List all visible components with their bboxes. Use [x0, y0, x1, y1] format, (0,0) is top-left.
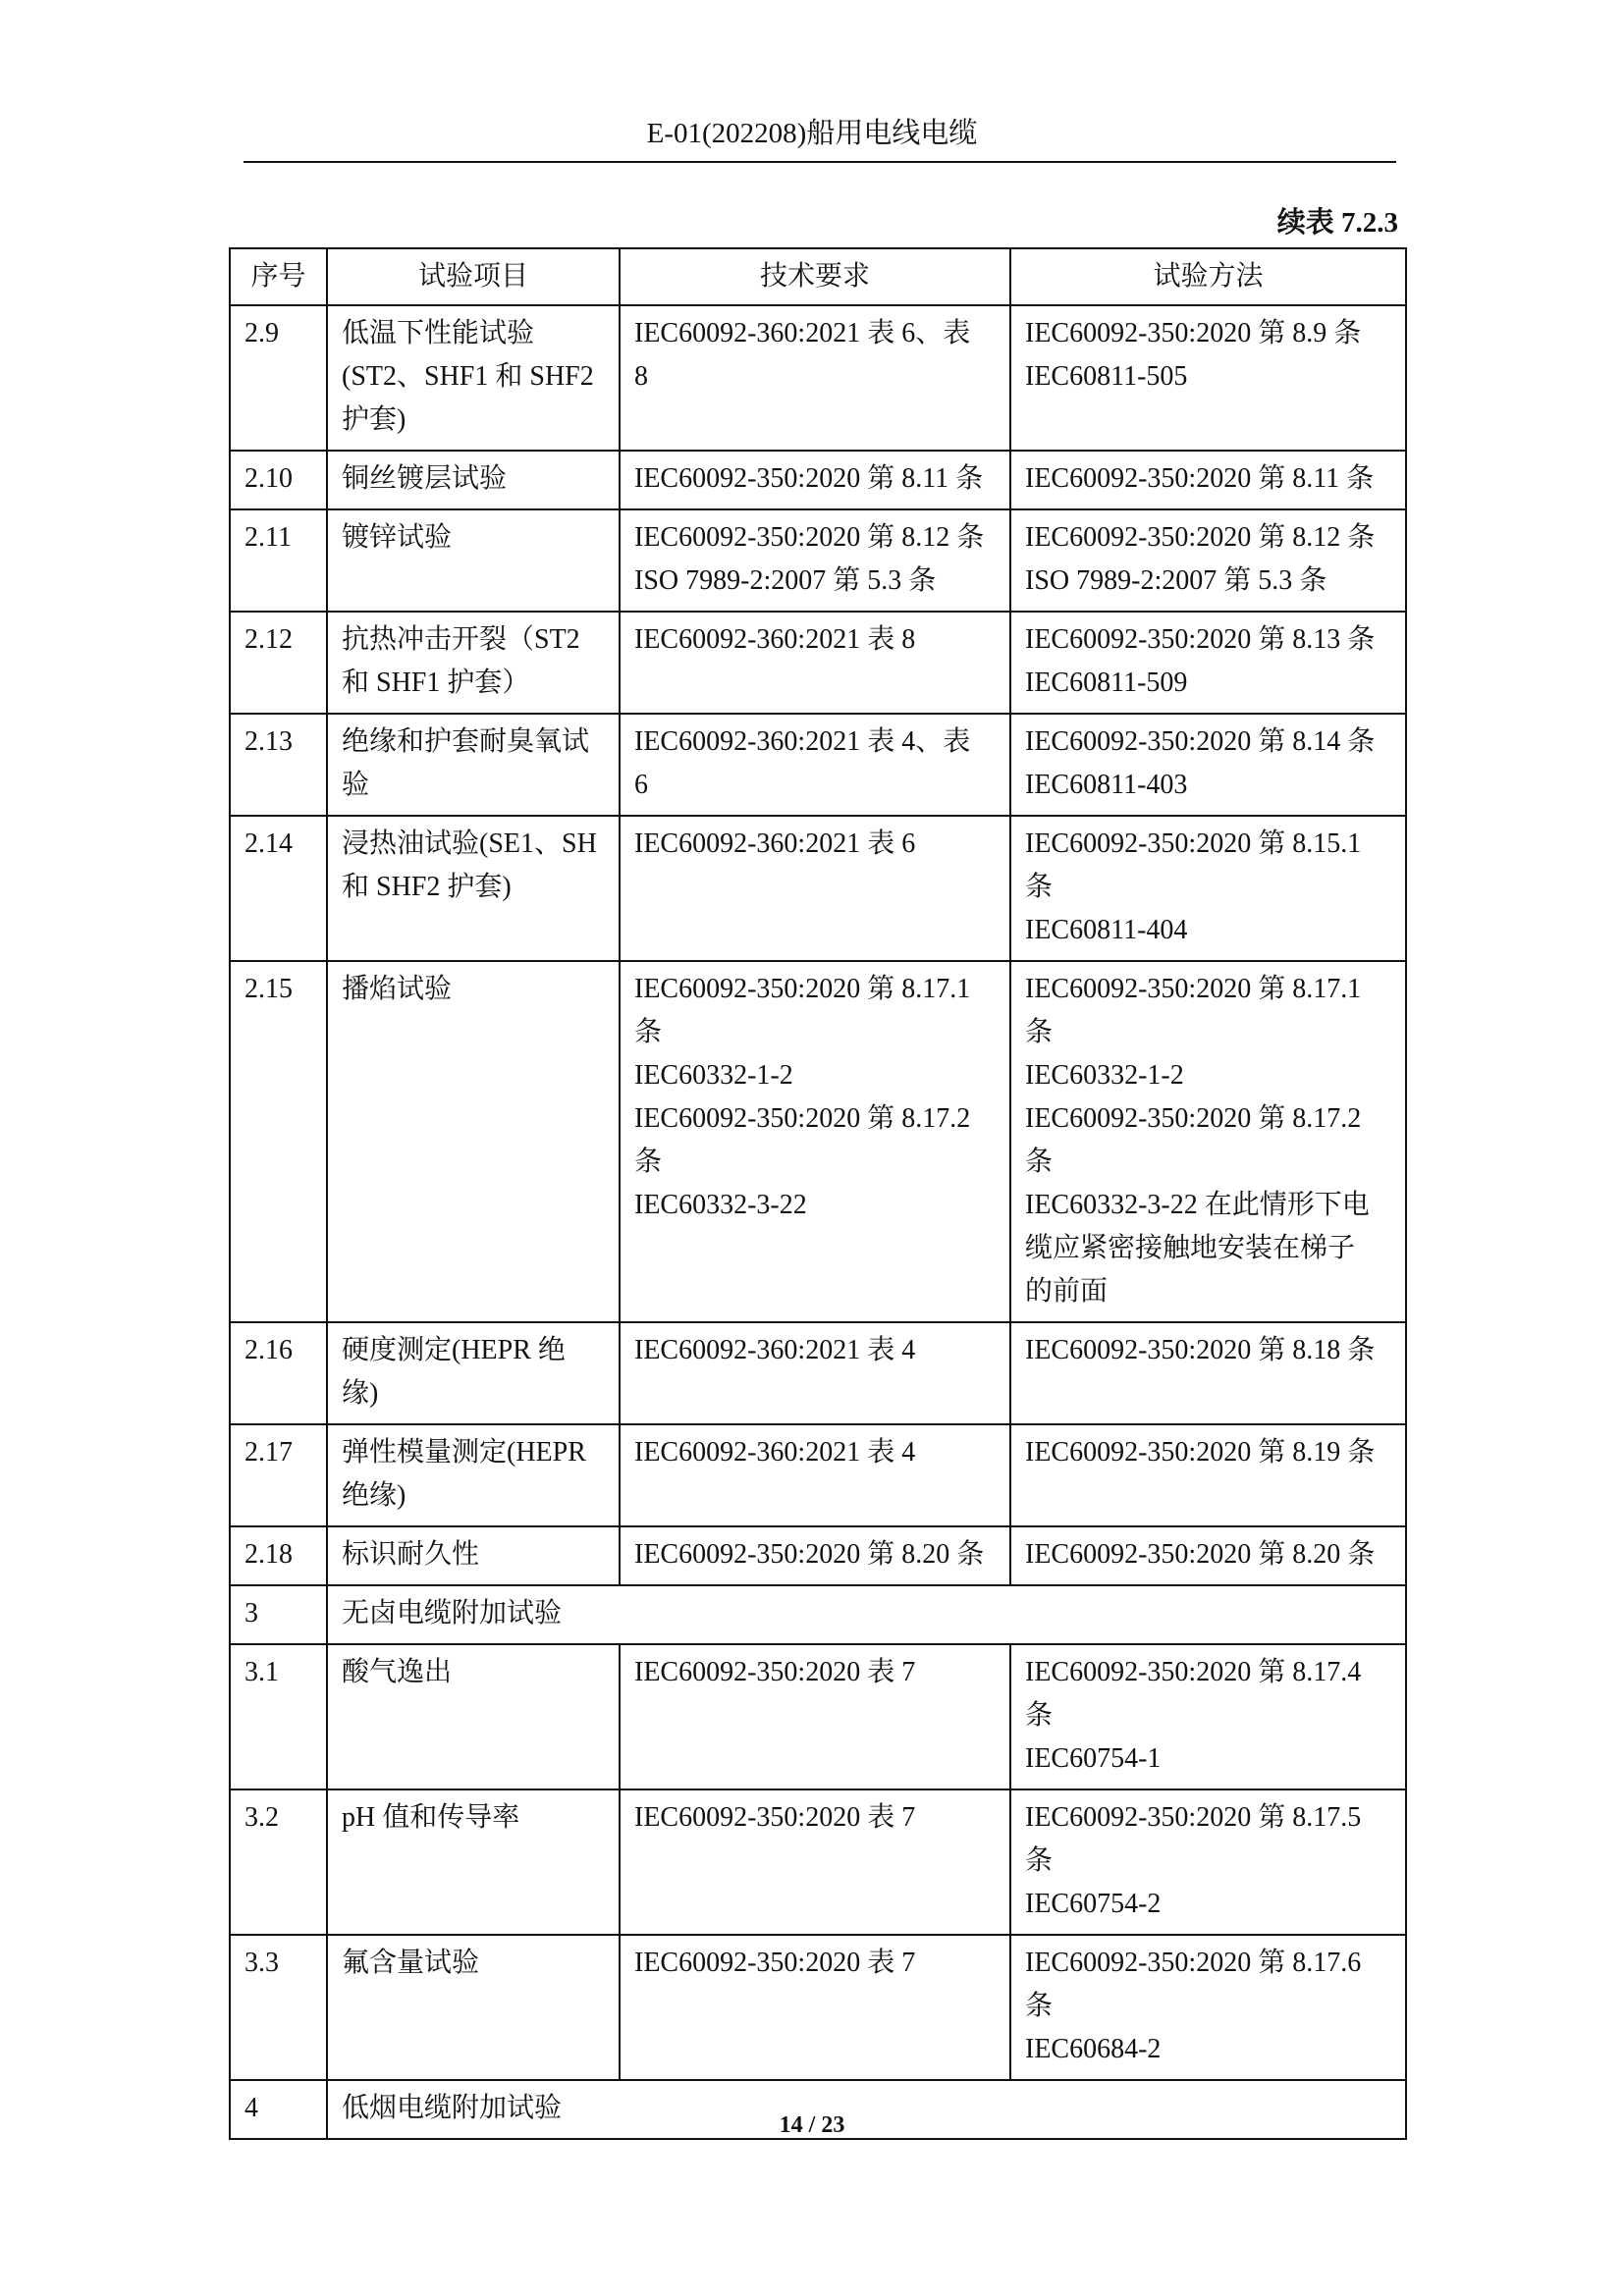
cell-method-line: IEC60811-505 [1025, 361, 1188, 392]
column-header-method: 试验方法 [1010, 248, 1406, 305]
cell-method-line: IEC60092-350:2020 第 8.17.5 [1025, 1802, 1362, 1833]
cell-method [1010, 451, 1406, 509]
cell-requirement-line: 条 [634, 1017, 663, 1047]
cell-requirement-line: IEC60092-360:2021 表 4 [634, 1437, 916, 1468]
cell-requirement [620, 509, 1010, 612]
cell-item [327, 1644, 620, 1789]
cell-no: 2.12 [230, 612, 327, 714]
table-caption: 续表 7.2.3 [1276, 207, 1398, 239]
cell-requirement-line: IEC60092-350:2020 表 7 [634, 1802, 916, 1833]
cell-method-line: IEC60092-350:2020 第 8.17.6 [1025, 1948, 1362, 1978]
cell-item-line: pH 值和传导率 [342, 1802, 520, 1833]
cell-requirement [620, 1424, 1010, 1526]
cell-item [327, 1424, 620, 1526]
cell-item-line: 低温下性能试验 [342, 318, 535, 348]
table-row [230, 305, 1406, 451]
cell-requirement-line: IEC60332-1-2 [634, 1060, 793, 1091]
cell-requirement-line: IEC60092-360:2021 表 4 [634, 1335, 916, 1365]
page-number: 14 / 23 [779, 2112, 845, 2138]
column-header-requirement: 技术要求 [620, 248, 1010, 305]
cell-item-line: 护套) [342, 404, 406, 435]
cell-method [1010, 816, 1406, 961]
cell-method-line: 条 [1025, 1991, 1054, 2021]
cell-requirement [620, 612, 1010, 714]
cell-item-line: 验 [342, 770, 370, 800]
table-row [230, 1322, 1406, 1424]
cell-requirement-line: IEC60092-360:2021 表 6 [634, 828, 916, 859]
cell-method-line: IEC60092-350:2020 第 8.19 条 [1025, 1437, 1376, 1468]
table-header-row [230, 248, 1406, 305]
cell-method-line: IEC60811-404 [1025, 915, 1188, 945]
cell-requirement [620, 1322, 1010, 1424]
cell-method-line: IEC60754-2 [1025, 1889, 1162, 1919]
cell-method [1010, 1789, 1406, 1935]
cell-requirement [620, 1789, 1010, 1935]
cell-item-line: 和 SHF2 护套) [342, 872, 512, 902]
cell-item-line: 硬度测定(HEPR 绝 [342, 1335, 566, 1365]
table-row [230, 612, 1406, 714]
cell-no: 2.16 [230, 1322, 327, 1424]
table-row [230, 451, 1406, 509]
cell-item [327, 816, 620, 961]
cell-requirement-line: 6 [634, 770, 648, 800]
cell-item-line: 和 SHF1 护套） [342, 667, 530, 698]
cell-requirement-line: IEC60092-350:2020 第 8.11 条 [634, 463, 984, 494]
cell-item [327, 1526, 620, 1585]
table-row [230, 1526, 1406, 1585]
cell-requirement [620, 1644, 1010, 1789]
cell-method [1010, 612, 1406, 714]
cell-item [327, 305, 620, 451]
cell-method-line: 条 [1025, 1845, 1054, 1876]
cell-requirement-line: IEC60092-350:2020 第 8.20 条 [634, 1539, 985, 1570]
cell-item-line: 镀锌试验 [342, 522, 453, 553]
cell-requirement-line: IEC60092-350:2020 表 7 [634, 1948, 916, 1978]
cell-method [1010, 961, 1406, 1322]
cell-item [327, 714, 620, 816]
section-title: 无卤电缆附加试验 [327, 1585, 1406, 1644]
cell-item-line: 绝缘) [342, 1480, 406, 1511]
cell-method [1010, 1424, 1406, 1526]
table-row [230, 961, 1406, 1322]
cell-item [327, 1789, 620, 1935]
cell-method-line: 条 [1025, 1147, 1054, 1177]
section-row [230, 1585, 1406, 1644]
cell-method [1010, 305, 1406, 451]
cell-method-line: IEC60092-350:2020 第 8.12 条 [1025, 522, 1376, 553]
cell-method-line: IEC60092-350:2020 第 8.20 条 [1025, 1539, 1376, 1570]
cell-no: 2.10 [230, 451, 327, 509]
cell-no: 2.17 [230, 1424, 327, 1526]
table-row [230, 1789, 1406, 1935]
cell-method-line: IEC60332-1-2 [1025, 1060, 1184, 1091]
table-row [230, 509, 1406, 612]
cell-item [327, 509, 620, 612]
cell-no: 3.2 [230, 1789, 327, 1935]
cell-requirement-line: 条 [634, 1147, 663, 1177]
cell-requirement-line: IEC60092-350:2020 第 8.17.1 [634, 974, 971, 1004]
table-row [230, 1644, 1406, 1789]
cell-requirement-line: IEC60092-350:2020 表 7 [634, 1657, 916, 1687]
cell-requirement-line: IEC60092-360:2021 表 8 [634, 624, 916, 655]
cell-item-line: 绝缘和护套耐臭氧试 [342, 726, 590, 757]
cell-requirement [620, 714, 1010, 816]
cell-requirement-line: IEC60332-3-22 [634, 1190, 807, 1220]
cell-requirement-line: IEC60092-360:2021 表 6、表 [634, 318, 971, 348]
cell-no: 4 [230, 2080, 327, 2139]
cell-item-line: (ST2、SHF1 和 SHF2 [342, 361, 594, 392]
cell-item [327, 1935, 620, 2080]
table-row [230, 1424, 1406, 1526]
cell-requirement-line: IEC60092-360:2021 表 4、表 [634, 726, 971, 757]
cell-method-line: IEC60811-509 [1025, 667, 1188, 698]
cell-method-line: IEC60811-403 [1025, 770, 1188, 800]
cell-method-line: IEC60092-350:2020 第 8.15.1 [1025, 828, 1362, 859]
cell-requirement [620, 451, 1010, 509]
cell-item-line: 标识耐久性 [342, 1539, 480, 1570]
cell-item-line: 浸热油试验(SE1、SH [342, 828, 597, 859]
cell-method [1010, 1322, 1406, 1424]
cell-requirement [620, 961, 1010, 1322]
cell-item [327, 612, 620, 714]
document-header-title: E-01(202208)船用电线电缆 [646, 118, 978, 149]
cell-requirement-line: ISO 7989-2:2007 第 5.3 条 [634, 565, 937, 596]
cell-method-line: IEC60092-350:2020 第 8.11 条 [1025, 463, 1375, 494]
cell-method-line: IEC60092-350:2020 第 8.17.1 [1025, 974, 1362, 1004]
cell-method [1010, 1935, 1406, 2080]
header-divider [244, 161, 1396, 163]
cell-method [1010, 714, 1406, 816]
cell-item [327, 451, 620, 509]
test-items-table [229, 247, 1407, 2140]
cell-method-line: IEC60684-2 [1025, 2034, 1162, 2064]
cell-no: 2.18 [230, 1526, 327, 1585]
cell-method-line: IEC60092-350:2020 第 8.17.4 [1025, 1657, 1362, 1687]
column-header-no: 序号 [230, 248, 327, 305]
cell-method-line: IEC60092-350:2020 第 8.18 条 [1025, 1335, 1376, 1365]
cell-item-line: 抗热冲击开裂（ST2 [342, 624, 580, 655]
cell-item-line: 氟含量试验 [342, 1948, 480, 1978]
section-title: 低烟电缆附加试验 [327, 2080, 1406, 2139]
cell-requirement-line: IEC60092-350:2020 第 8.17.2 [634, 1103, 971, 1134]
cell-no: 3.1 [230, 1644, 327, 1789]
cell-no: 2.9 [230, 305, 327, 451]
cell-item [327, 961, 620, 1322]
cell-requirement [620, 1526, 1010, 1585]
cell-requirement-line: IEC60092-350:2020 第 8.12 条 [634, 522, 985, 553]
cell-no: 2.13 [230, 714, 327, 816]
cell-method [1010, 1526, 1406, 1585]
table-row [230, 714, 1406, 816]
cell-no: 2.14 [230, 816, 327, 961]
cell-method-line: IEC60092-350:2020 第 8.13 条 [1025, 624, 1376, 655]
cell-method [1010, 509, 1406, 612]
cell-method-line: IEC60754-1 [1025, 1743, 1162, 1774]
cell-item [327, 1322, 620, 1424]
cell-item-line: 缘) [342, 1378, 379, 1409]
table-row [230, 1935, 1406, 2080]
cell-item-line: 酸气逸出 [342, 1657, 453, 1687]
cell-method-line: 条 [1025, 872, 1054, 902]
cell-method-line: ISO 7989-2:2007 第 5.3 条 [1025, 565, 1327, 596]
column-header-item: 试验项目 [327, 248, 620, 305]
cell-method-line: IEC60332-3-22 在此情形下电 [1025, 1190, 1370, 1220]
cell-no: 3.3 [230, 1935, 327, 2080]
cell-requirement-line: 8 [634, 361, 648, 392]
table-body [230, 305, 1406, 2139]
cell-method-line: 缆应紧密接触地安装在梯子 [1025, 1233, 1356, 1263]
cell-method [1010, 1644, 1406, 1789]
table-row [230, 816, 1406, 961]
cell-method-line: IEC60092-350:2020 第 8.9 条 [1025, 318, 1362, 348]
cell-method-line: 条 [1025, 1017, 1054, 1047]
cell-method-line: IEC60092-350:2020 第 8.14 条 [1025, 726, 1376, 757]
cell-no: 2.11 [230, 509, 327, 612]
cell-requirement [620, 305, 1010, 451]
cell-no: 2.15 [230, 961, 327, 1322]
cell-requirement [620, 816, 1010, 961]
cell-method-line: 条 [1025, 1700, 1054, 1731]
cell-no: 3 [230, 1585, 327, 1644]
cell-method-line: 的前面 [1025, 1276, 1109, 1307]
cell-item-line: 铜丝镀层试验 [342, 463, 508, 494]
cell-requirement [620, 1935, 1010, 2080]
cell-item-line: 播焰试验 [342, 974, 453, 1004]
cell-item-line: 弹性模量测定(HEPR [342, 1437, 586, 1468]
cell-method-line: IEC60092-350:2020 第 8.17.2 [1025, 1103, 1362, 1134]
